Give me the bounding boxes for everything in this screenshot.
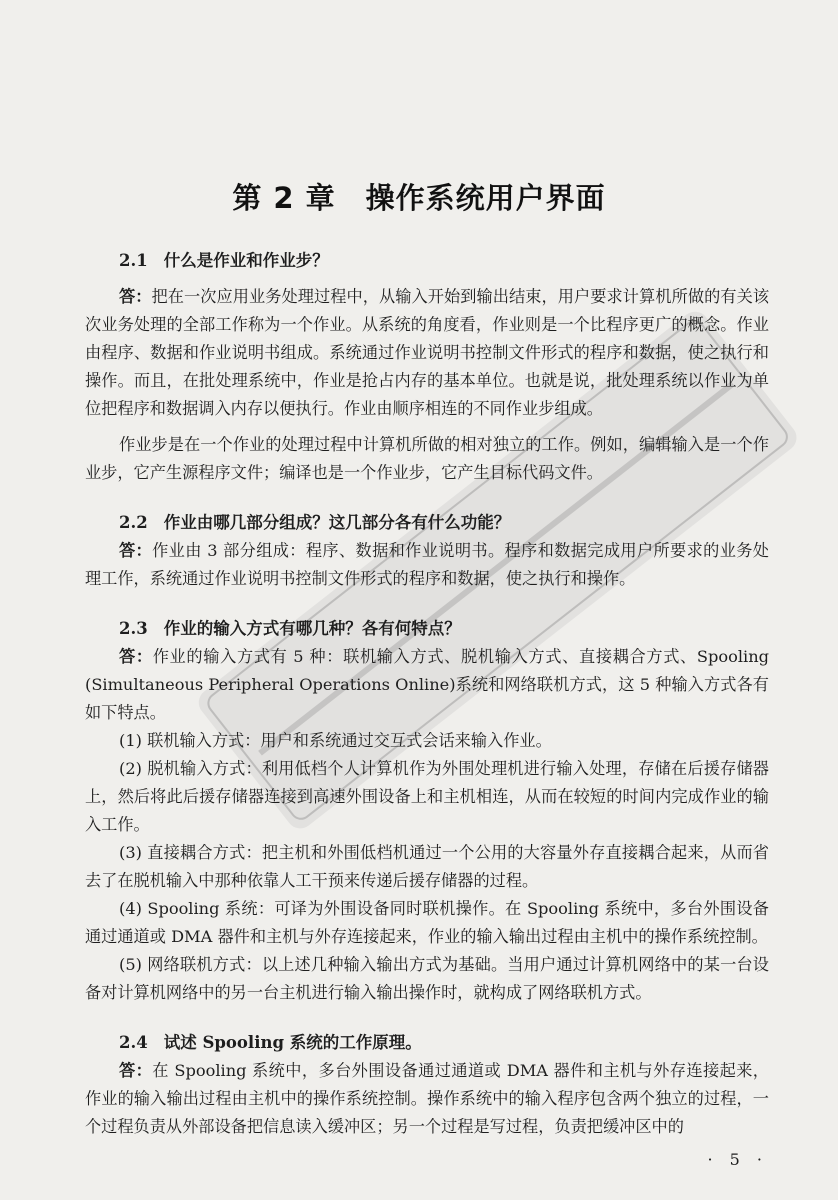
section-number: 2.3 <box>119 619 148 638</box>
chapter-title: 第 2 章 操作系统用户界面 <box>232 181 606 215</box>
answer-label: 答： <box>119 541 153 560</box>
section-2-2 <box>85 509 769 593</box>
paragraph-text: (3) 直接耦合方式：把主机和外围低档机通过一个公用的大容量外存直接耦合起来，从而省去了在脱机输入中那种依靠人工干预来传递后援存储器的过程。 <box>85 843 769 890</box>
section-title: 作业的输入方式有哪几种？各有何特点？ <box>163 619 461 638</box>
paragraph <box>85 431 769 487</box>
paragraph-text: 在 Spooling 系统中，多台外围设备通过通道或 DMA 器件和主机与外存连接起来，作业的输入输出过程由主机中的操作系统控制。操作系统中的输入程序包含两个独立的过程，一个过程负责从外部设备把信息读入缓冲区；另一个过程是写过程，负责把缓冲区中的 <box>85 1061 769 1136</box>
paragraph-text: (4) Spooling 系统：可译为外围设备同时联机操作。在 Spooling 系统中，多台外围设备通过通道或 DMA 器件和主机与外存连接起来，作业的输入输出过程由主机中的操作系统控制。 <box>85 899 769 946</box>
answer-label: 答： <box>119 287 152 306</box>
page-content <box>85 247 769 1141</box>
section-heading <box>85 615 769 643</box>
page-number: · 5 · <box>707 1150 768 1169</box>
list-item <box>85 951 769 1007</box>
paragraph <box>85 537 769 593</box>
paragraph-text: (1) 联机输入方式：用户和系统通过交互式会话来输入作业。 <box>119 731 552 750</box>
section-2-3 <box>85 615 769 1007</box>
list-item <box>85 895 769 951</box>
section-heading <box>85 247 769 275</box>
section-number: 2.2 <box>119 513 148 532</box>
paragraph-text: (5) 网络联机方式：以上述几种输入输出方式为基础。当用户通过计算机网络中的某一台设备对计算机网络中的另一台主机进行输入输出操作时，就构成了网络联机方式。 <box>85 955 769 1002</box>
answer-label: 答： <box>119 1061 153 1080</box>
paragraph-text: 作业步是在一个作业的处理过程中计算机所做的相对独立的工作。例如，编辑输入是一个作业步，它产生源程序文件；编译也是一个作业步，它产生目标代码文件。 <box>85 435 769 482</box>
list-item <box>85 839 769 895</box>
section-title: 什么是作业和作业步？ <box>163 251 329 270</box>
section-2-1 <box>85 247 769 487</box>
paragraph-text: (2) 脱机输入方式：利用低档个人计算机作为外围处理机进行输入处理，存储在后援存储器上，然后将此后援存储器连接到高速外围设备上和主机相连，从而在较短的时间内完成作业的输入工作。 <box>85 759 769 834</box>
section-heading <box>85 1029 769 1057</box>
paragraph <box>85 283 769 423</box>
paragraph <box>85 1057 769 1141</box>
section-title: 作业由哪几部分组成？这几部分各有什么功能？ <box>163 513 511 532</box>
section-number: 2.1 <box>119 251 148 270</box>
paragraph <box>85 643 769 727</box>
section-number: 2.4 <box>119 1033 148 1052</box>
section-title: 试述 Spooling 系统的工作原理。 <box>163 1033 422 1052</box>
list-item <box>85 755 769 839</box>
paragraph-text: 作业由 3 部分组成：程序、数据和作业说明书。程序和数据完成用户所要求的业务处理工作，系统通过作业说明书控制文件形式的程序和数据，使之执行和操作。 <box>85 541 769 588</box>
answer-label: 答： <box>119 647 153 666</box>
paragraph-text: 把在一次应用业务处理过程中，从输入开始到输出结束，用户要求计算机所做的有关该次业务处理的全部工作称为一个作业。从系统的角度看，作业则是一个比程序更广的概念。作业由程序、数据和作业说明书组成。系统通过作业说明书控制文件形式的程序和数据，使之执行和操作。而且，在批处理系统中，作业是抢占内存的基本单位。也就是说，批处理系统以作业为单位把程序和数据调入内存以便执行。作业由顺序相连的不同作业步组成。 <box>85 287 770 418</box>
section-2-4 <box>85 1029 769 1141</box>
list-item <box>85 727 769 755</box>
paragraph-text: 作业的输入方式有 5 种：联机输入方式、脱机输入方式、直接耦合方式、Spooling (Simultaneous Peripheral Operations Online)系统和网络联机方式，这 5 种输入方式各有如下特点。 <box>85 647 769 722</box>
section-heading <box>85 509 769 537</box>
